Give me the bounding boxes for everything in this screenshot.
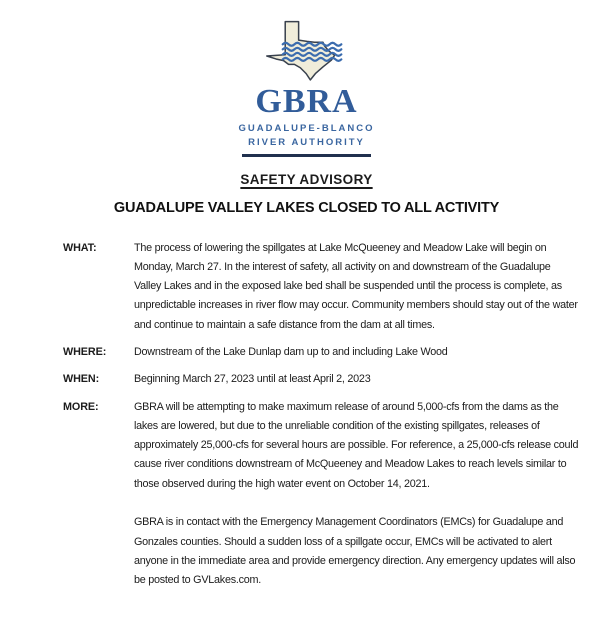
section-label-what: WHAT: xyxy=(63,241,97,254)
safety-advisory-kicker: SAFETY ADVISORY xyxy=(240,171,373,187)
logo-underline-rule xyxy=(242,154,371,157)
logo-org-name-line1: GUADALUPE-BLANCO xyxy=(238,123,375,134)
section-label-more: MORE: xyxy=(63,400,99,413)
section-body-more xyxy=(134,398,580,591)
section-when xyxy=(63,370,583,389)
section-label-where: WHERE: xyxy=(63,345,107,358)
section-more xyxy=(63,398,583,591)
section-label-when: WHEN: xyxy=(63,373,100,386)
paragraph: Downstream of the Lake Dunlap dam up to and including Lake Wood xyxy=(134,345,448,358)
logo-org-name-line2: RIVER AUTHORITY xyxy=(248,136,365,148)
section-what xyxy=(63,239,583,335)
section-where xyxy=(63,343,583,362)
paragraph: Beginning March 27, 2023 until at least April 2, 2023 xyxy=(134,373,371,386)
texas-state-with-waves-icon xyxy=(260,20,354,82)
section-body-what xyxy=(134,239,580,335)
section-body-where xyxy=(134,343,580,362)
paragraph: The process of lowering the spillgates at Lake McQueeney and Meadow Lake will begin on Monday, March 27. In the interest of safety, all activity on and downstream of the Guadalupe Valley Lakes and in the exposed lake bed shall be suspended until the process is complete, as unpredictable increases in river flow may occur. Community members should stay out of the water and continue to maintain a safe distance from the dam at all times. xyxy=(134,241,578,331)
advisory-sections xyxy=(0,239,613,591)
paragraph: GBRA will be attempting to make maximum release of around 5,000-cfs from the dams as the lakes are lowered, but due to the unreliable condition of the existing spillgates, releases of approximately 25,000-cfs for several hours are possible. For reference, a 25,000-cfs release could cause river conditions downstream of McQueeney and Meadow Lakes to reach levels similar to those observed during the high water event on October 14, 2021. xyxy=(134,400,579,490)
paragraph: GBRA is in contact with the Emergency Management Coordinators (EMCs) for Guadalupe and Gonzales counties. Should a sudden loss of a spillgate occur, EMCs will be activated to alert anyone in the immediate area and provide emergency direction. Any emergency updates will also be posted to GVLakes.com. xyxy=(134,516,576,587)
section-body-when xyxy=(134,370,580,389)
logo-acronym: GBRA xyxy=(255,83,358,120)
gbra-logo xyxy=(0,20,613,157)
page-title: GUADALUPE VALLEY LAKES CLOSED TO ALL ACTIVITY xyxy=(113,199,500,216)
